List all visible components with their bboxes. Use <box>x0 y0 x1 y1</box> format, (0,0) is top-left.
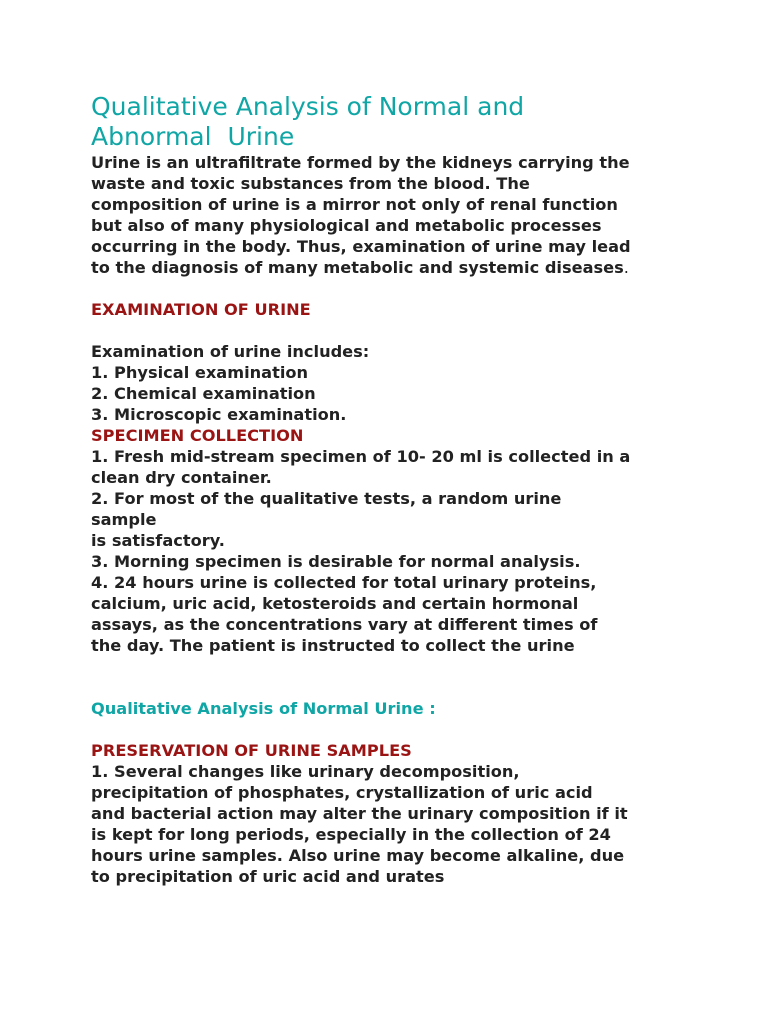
specimen-line: sample <box>91 510 157 529</box>
specimen-line: 4. 24 hours urine is collected for total urinary proteins, <box>91 573 597 592</box>
preservation-line: 1. Several changes like urinary decomposition, <box>91 762 520 781</box>
document-page <box>91 92 691 887</box>
intro-line: Urine is an ultrafiltrate formed by the kidneys carrying the <box>91 153 630 172</box>
list-item: 2. Chemical examination <box>91 384 316 403</box>
preservation-line: to precipitation of uric acid and urates <box>91 867 445 886</box>
intro-line: but also of many physiological and metabolic processes <box>91 216 602 235</box>
title-line: Abnormal Urine <box>91 122 295 151</box>
preservation-line: and bacterial action may alter the urinary composition if it <box>91 804 628 823</box>
list-item: Examination of urine includes: <box>91 342 370 361</box>
intro-line: to the diagnosis of many metabolic and systemic diseases <box>91 258 624 277</box>
intro-line: composition of urine is a mirror not only of renal function <box>91 195 618 214</box>
intro-end-mark: . <box>623 258 629 277</box>
section-heading-preservation: PRESERVATION OF URINE SAMPLES <box>91 741 412 760</box>
title-line: Qualitative Analysis of Normal and <box>91 92 525 121</box>
preservation-line: precipitation of phosphates, crystallization of uric acid <box>91 783 593 802</box>
specimen-line: 3. Morning specimen is desirable for normal analysis. <box>91 552 581 571</box>
specimen-line: the day. The patient is instructed to collect the urine <box>91 636 575 655</box>
document-title <box>91 92 691 152</box>
specimen-line: clean dry container. <box>91 468 272 487</box>
specimen-line: calcium, uric acid, ketosteroids and certain hormonal <box>91 594 579 613</box>
examination-list <box>91 341 691 425</box>
intro-paragraph <box>91 152 691 278</box>
specimen-line: assays, as the concentrations vary at different times of <box>91 615 598 634</box>
preservation-paragraph <box>91 761 691 887</box>
intro-line: waste and toxic substances from the blood. The <box>91 174 530 193</box>
section-heading-normal-urine: Qualitative Analysis of Normal Urine : <box>91 699 436 718</box>
section-heading-examination: EXAMINATION OF URINE <box>91 300 311 319</box>
list-item: 1. Physical examination <box>91 363 309 382</box>
list-item: 3. Microscopic examination. <box>91 405 347 424</box>
specimen-paragraph <box>91 446 691 656</box>
intro-last-line <box>91 257 691 278</box>
specimen-line: 1. Fresh mid-stream specimen of 10- 20 ml is collected in a <box>91 447 631 466</box>
intro-line: occurring in the body. Thus, examination of urine may lead <box>91 237 631 256</box>
specimen-line: is satisfactory. <box>91 531 225 550</box>
section-heading-specimen: SPECIMEN COLLECTION <box>91 426 304 445</box>
specimen-line: 2. For most of the qualitative tests, a random urine <box>91 489 562 508</box>
preservation-line: hours urine samples. Also urine may become alkaline, due <box>91 846 625 865</box>
preservation-line: is kept for long periods, especially in the collection of 24 <box>91 825 611 844</box>
